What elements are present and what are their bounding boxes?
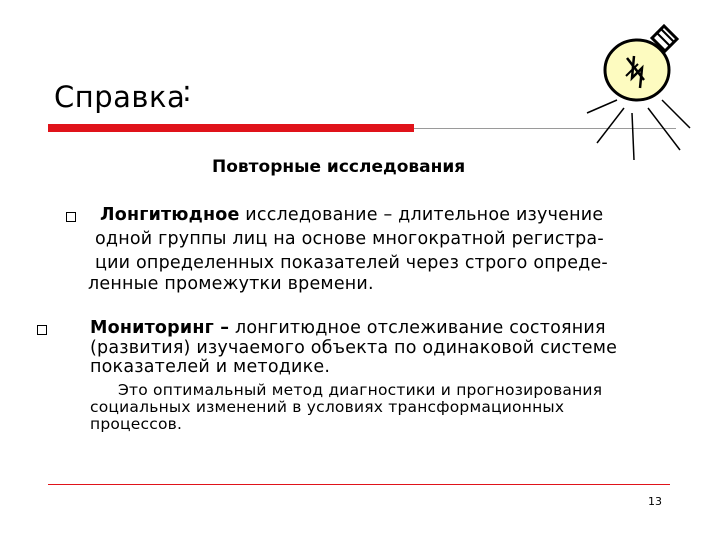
bullet-line: одной группы лиц на основе многократной регистра- — [95, 229, 604, 249]
lightbulb-icon — [582, 18, 692, 163]
note-line: процессов. — [90, 415, 183, 433]
bullet-line: (развития) изучаемого объекта по одинаковой системе — [90, 338, 618, 358]
note-line: социальных изменений в условиях трансформационных — [90, 398, 565, 416]
bullet-line — [100, 205, 603, 226]
title-colon: : — [182, 74, 192, 108]
square-bullet-icon — [66, 212, 76, 222]
slide-title: Справка — [54, 80, 186, 114]
bullet-text: исследование – длительное изучение — [239, 205, 604, 225]
footer-rule — [48, 484, 670, 485]
bullet-line: показателей и методике. — [90, 357, 331, 377]
title-underline-accent — [48, 124, 414, 132]
bullet-line — [90, 318, 606, 339]
bullet-line: ции определенных показателей через строго опреде- — [95, 253, 608, 273]
note-line: Это оптимальный метод диагностики и прогнозирования — [118, 381, 603, 399]
bullet-line: ленные промежутки времени. — [88, 274, 374, 294]
page-number: 13 — [648, 495, 662, 508]
bullet-term: Лонгитюдное — [100, 205, 240, 225]
square-bullet-icon — [37, 325, 47, 335]
bullet-term: Мониторинг – — [90, 318, 230, 338]
bullet-text: лонгитюдное отслеживание состояния — [229, 318, 606, 338]
section-heading: Повторные исследования — [212, 157, 466, 177]
